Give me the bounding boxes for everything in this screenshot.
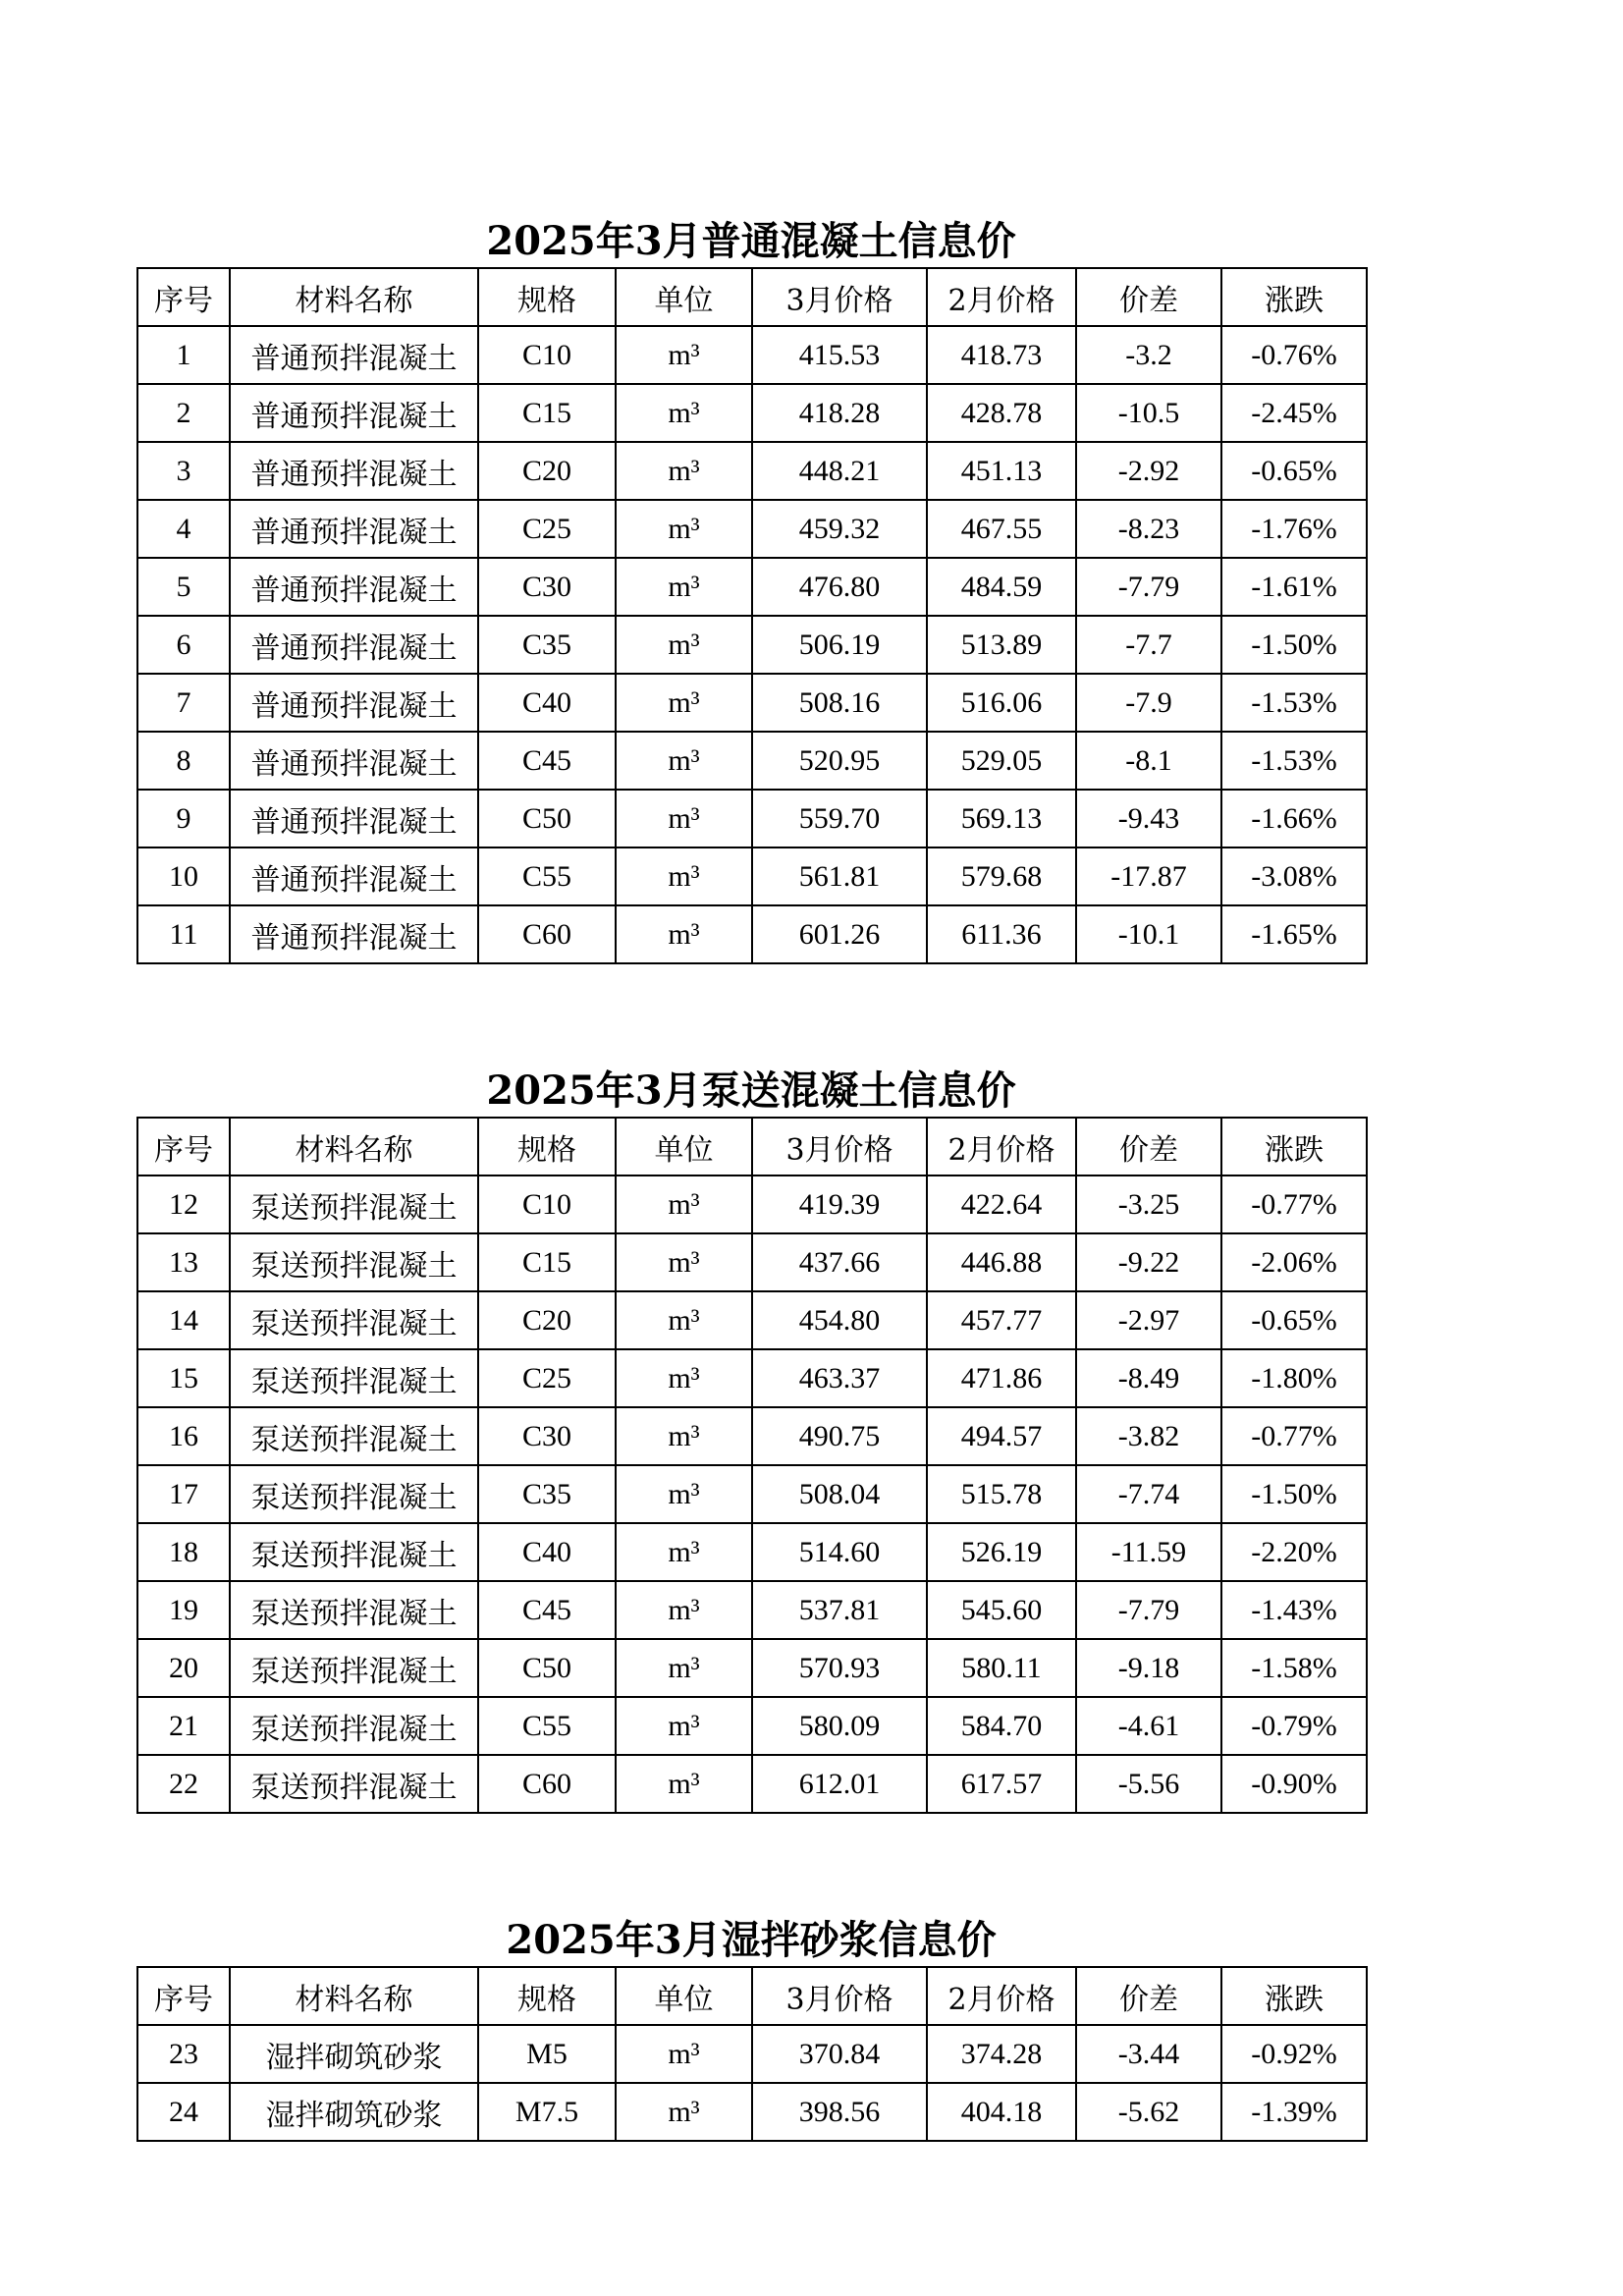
table-row xyxy=(137,1407,1367,1465)
price-diff-cell: -7.7 xyxy=(1076,616,1221,674)
spec-cell: C40 xyxy=(478,674,616,732)
table-row xyxy=(137,674,1367,732)
spec-cell: C60 xyxy=(478,905,616,963)
feb-price-cell: 484.59 xyxy=(927,558,1076,616)
spec-cell: C60 xyxy=(478,1755,616,1813)
material-name-cell: 泵送预拌混凝土 xyxy=(230,1581,478,1639)
row-number-cell: 13 xyxy=(137,1233,230,1291)
change-percent-cell: -1.53% xyxy=(1221,732,1367,790)
material-name-cell: 普通预拌混凝土 xyxy=(230,384,478,442)
price-diff-cell: -3.44 xyxy=(1076,2025,1221,2083)
march-price-cell: 508.04 xyxy=(752,1465,927,1523)
row-number-cell: 10 xyxy=(137,847,230,905)
unit-cell: m³ xyxy=(616,2025,752,2083)
table-row xyxy=(137,616,1367,674)
unit-cell: m³ xyxy=(616,1349,752,1407)
column-header-march-price: 3月价格 xyxy=(752,268,927,326)
change-percent-cell: -1.50% xyxy=(1221,616,1367,674)
table-row xyxy=(137,2025,1367,2083)
spec-cell: C15 xyxy=(478,384,616,442)
march-price-cell: 415.53 xyxy=(752,326,927,384)
unit-cell: m³ xyxy=(616,732,752,790)
price-diff-cell: -7.9 xyxy=(1076,674,1221,732)
change-percent-cell: -1.66% xyxy=(1221,790,1367,847)
table-body xyxy=(137,326,1367,963)
change-percent-cell: -0.77% xyxy=(1221,1175,1367,1233)
table-row xyxy=(137,1349,1367,1407)
price-table xyxy=(136,1117,1368,1814)
change-percent-cell: -1.65% xyxy=(1221,905,1367,963)
material-name-cell: 普通预拌混凝土 xyxy=(230,500,478,558)
feb-price-cell: 515.78 xyxy=(927,1465,1076,1523)
change-percent-cell: -1.50% xyxy=(1221,1465,1367,1523)
unit-cell: m³ xyxy=(616,905,752,963)
feb-price-cell: 611.36 xyxy=(927,905,1076,963)
feb-price-cell: 579.68 xyxy=(927,847,1076,905)
price-diff-cell: -2.97 xyxy=(1076,1291,1221,1349)
change-percent-cell: -0.92% xyxy=(1221,2025,1367,2083)
unit-cell: m³ xyxy=(616,1697,752,1755)
column-header-price-diff: 价差 xyxy=(1076,1118,1221,1175)
column-header-change-percent: 涨跌 xyxy=(1221,268,1367,326)
ordinary-concrete-section xyxy=(136,216,1366,964)
spec-cell: C30 xyxy=(478,1407,616,1465)
spec-cell: C30 xyxy=(478,558,616,616)
column-header-row-number: 序号 xyxy=(137,268,230,326)
march-price-cell: 459.32 xyxy=(752,500,927,558)
feb-price-cell: 580.11 xyxy=(927,1639,1076,1697)
material-name-cell: 泵送预拌混凝土 xyxy=(230,1291,478,1349)
unit-cell: m³ xyxy=(616,384,752,442)
material-name-cell: 泵送预拌混凝土 xyxy=(230,1697,478,1755)
feb-price-cell: 526.19 xyxy=(927,1523,1076,1581)
feb-price-cell: 617.57 xyxy=(927,1755,1076,1813)
table-row xyxy=(137,2083,1367,2141)
row-number-cell: 2 xyxy=(137,384,230,442)
feb-price-cell: 467.55 xyxy=(927,500,1076,558)
column-header-row-number: 序号 xyxy=(137,1118,230,1175)
column-header-price-diff: 价差 xyxy=(1076,268,1221,326)
material-name-cell: 泵送预拌混凝土 xyxy=(230,1349,478,1407)
table-row xyxy=(137,1697,1367,1755)
feb-price-cell: 451.13 xyxy=(927,442,1076,500)
march-price-cell: 370.84 xyxy=(752,2025,927,2083)
unit-cell: m³ xyxy=(616,1523,752,1581)
march-price-cell: 570.93 xyxy=(752,1639,927,1697)
column-header-unit: 单位 xyxy=(616,268,752,326)
column-header-unit: 单位 xyxy=(616,1967,752,2025)
unit-cell: m³ xyxy=(616,847,752,905)
unit-cell: m³ xyxy=(616,674,752,732)
feb-price-cell: 471.86 xyxy=(927,1349,1076,1407)
row-number-cell: 9 xyxy=(137,790,230,847)
spec-cell: C55 xyxy=(478,847,616,905)
table-row xyxy=(137,732,1367,790)
march-price-cell: 419.39 xyxy=(752,1175,927,1233)
unit-cell: m³ xyxy=(616,1233,752,1291)
price-diff-cell: -7.79 xyxy=(1076,1581,1221,1639)
price-diff-cell: -9.18 xyxy=(1076,1639,1221,1697)
price-table xyxy=(136,267,1368,964)
price-diff-cell: -17.87 xyxy=(1076,847,1221,905)
feb-price-cell: 516.06 xyxy=(927,674,1076,732)
price-diff-cell: -11.59 xyxy=(1076,1523,1221,1581)
spec-cell: C10 xyxy=(478,1175,616,1233)
price-diff-cell: -3.25 xyxy=(1076,1175,1221,1233)
change-percent-cell: -0.79% xyxy=(1221,1697,1367,1755)
column-header-price-diff: 价差 xyxy=(1076,1967,1221,2025)
unit-cell: m³ xyxy=(616,1407,752,1465)
price-diff-cell: -8.23 xyxy=(1076,500,1221,558)
row-number-cell: 23 xyxy=(137,2025,230,2083)
feb-price-cell: 446.88 xyxy=(927,1233,1076,1291)
change-percent-cell: -0.77% xyxy=(1221,1407,1367,1465)
table-row xyxy=(137,1755,1367,1813)
material-name-cell: 泵送预拌混凝土 xyxy=(230,1407,478,1465)
table-header xyxy=(137,268,1367,326)
price-diff-cell: -5.62 xyxy=(1076,2083,1221,2141)
unit-cell: m³ xyxy=(616,1755,752,1813)
march-price-cell: 398.56 xyxy=(752,2083,927,2141)
unit-cell: m³ xyxy=(616,442,752,500)
spec-cell: C25 xyxy=(478,1349,616,1407)
unit-cell: m³ xyxy=(616,1465,752,1523)
price-diff-cell: -5.56 xyxy=(1076,1755,1221,1813)
march-price-cell: 561.81 xyxy=(752,847,927,905)
row-number-cell: 12 xyxy=(137,1175,230,1233)
section-title: 2025年3月泵送混凝土信息价 xyxy=(486,1067,1016,1114)
table-body xyxy=(137,1175,1367,1813)
price-diff-cell: -3.2 xyxy=(1076,326,1221,384)
unit-cell: m³ xyxy=(616,2083,752,2141)
row-number-cell: 7 xyxy=(137,674,230,732)
row-number-cell: 14 xyxy=(137,1291,230,1349)
feb-price-cell: 584.70 xyxy=(927,1697,1076,1755)
table-row xyxy=(137,1581,1367,1639)
march-price-cell: 437.66 xyxy=(752,1233,927,1291)
feb-price-cell: 418.73 xyxy=(927,326,1076,384)
change-percent-cell: -0.90% xyxy=(1221,1755,1367,1813)
change-percent-cell: -1.58% xyxy=(1221,1639,1367,1697)
unit-cell: m³ xyxy=(616,1175,752,1233)
feb-price-cell: 529.05 xyxy=(927,732,1076,790)
unit-cell: m³ xyxy=(616,790,752,847)
price-diff-cell: -3.82 xyxy=(1076,1407,1221,1465)
row-number-cell: 15 xyxy=(137,1349,230,1407)
column-header-material-name: 材料名称 xyxy=(230,1118,478,1175)
change-percent-cell: -2.20% xyxy=(1221,1523,1367,1581)
spec-cell: C35 xyxy=(478,1465,616,1523)
change-percent-cell: -0.65% xyxy=(1221,442,1367,500)
section-title: 2025年3月湿拌砂浆信息价 xyxy=(506,1917,997,1963)
section-title: 2025年3月普通混凝土信息价 xyxy=(486,218,1016,264)
spec-cell: C55 xyxy=(478,1697,616,1755)
table-row xyxy=(137,500,1367,558)
row-number-cell: 22 xyxy=(137,1755,230,1813)
material-name-cell: 普通预拌混凝土 xyxy=(230,326,478,384)
price-diff-cell: -8.49 xyxy=(1076,1349,1221,1407)
change-percent-cell: -0.65% xyxy=(1221,1291,1367,1349)
spec-cell: C10 xyxy=(478,326,616,384)
material-name-cell: 泵送预拌混凝土 xyxy=(230,1175,478,1233)
unit-cell: m³ xyxy=(616,326,752,384)
row-number-cell: 5 xyxy=(137,558,230,616)
row-number-cell: 21 xyxy=(137,1697,230,1755)
change-percent-cell: -1.76% xyxy=(1221,500,1367,558)
unit-cell: m³ xyxy=(616,1291,752,1349)
feb-price-cell: 545.60 xyxy=(927,1581,1076,1639)
spec-cell: M5 xyxy=(478,2025,616,2083)
material-name-cell: 普通预拌混凝土 xyxy=(230,905,478,963)
material-name-cell: 普通预拌混凝土 xyxy=(230,790,478,847)
column-header-spec: 规格 xyxy=(478,268,616,326)
table-row xyxy=(137,1233,1367,1291)
column-header-march-price: 3月价格 xyxy=(752,1118,927,1175)
price-diff-cell: -10.1 xyxy=(1076,905,1221,963)
header-row xyxy=(137,268,1367,326)
spec-cell: C25 xyxy=(478,500,616,558)
unit-cell: m³ xyxy=(616,616,752,674)
column-header-material-name: 材料名称 xyxy=(230,1967,478,2025)
column-header-feb-price: 2月价格 xyxy=(927,1118,1076,1175)
price-diff-cell: -9.22 xyxy=(1076,1233,1221,1291)
column-header-unit: 单位 xyxy=(616,1118,752,1175)
spec-cell: C40 xyxy=(478,1523,616,1581)
column-header-row-number: 序号 xyxy=(137,1967,230,2025)
row-number-cell: 3 xyxy=(137,442,230,500)
price-diff-cell: -7.79 xyxy=(1076,558,1221,616)
table-header xyxy=(137,1118,1367,1175)
column-header-spec: 规格 xyxy=(478,1967,616,2025)
spec-cell: C50 xyxy=(478,790,616,847)
march-price-cell: 506.19 xyxy=(752,616,927,674)
spec-cell: C45 xyxy=(478,1581,616,1639)
row-number-cell: 6 xyxy=(137,616,230,674)
march-price-cell: 454.80 xyxy=(752,1291,927,1349)
change-percent-cell: -3.08% xyxy=(1221,847,1367,905)
material-name-cell: 普通预拌混凝土 xyxy=(230,558,478,616)
material-name-cell: 泵送预拌混凝土 xyxy=(230,1465,478,1523)
row-number-cell: 19 xyxy=(137,1581,230,1639)
price-diff-cell: -9.43 xyxy=(1076,790,1221,847)
table-row xyxy=(137,384,1367,442)
price-diff-cell: -2.92 xyxy=(1076,442,1221,500)
row-number-cell: 8 xyxy=(137,732,230,790)
spec-cell: C35 xyxy=(478,616,616,674)
march-price-cell: 463.37 xyxy=(752,1349,927,1407)
column-header-march-price: 3月价格 xyxy=(752,1967,927,2025)
material-name-cell: 湿拌砌筑砂浆 xyxy=(230,2025,478,2083)
unit-cell: m³ xyxy=(616,558,752,616)
spec-cell: C45 xyxy=(478,732,616,790)
march-price-cell: 537.81 xyxy=(752,1581,927,1639)
column-header-change-percent: 涨跌 xyxy=(1221,1967,1367,2025)
spec-cell: C50 xyxy=(478,1639,616,1697)
change-percent-cell: -1.53% xyxy=(1221,674,1367,732)
header-row xyxy=(137,1118,1367,1175)
spec-cell: M7.5 xyxy=(478,2083,616,2141)
feb-price-cell: 513.89 xyxy=(927,616,1076,674)
march-price-cell: 490.75 xyxy=(752,1407,927,1465)
row-number-cell: 24 xyxy=(137,2083,230,2141)
row-number-cell: 20 xyxy=(137,1639,230,1697)
march-price-cell: 520.95 xyxy=(752,732,927,790)
material-name-cell: 普通预拌混凝土 xyxy=(230,732,478,790)
feb-price-cell: 457.77 xyxy=(927,1291,1076,1349)
change-percent-cell: -2.45% xyxy=(1221,384,1367,442)
material-name-cell: 泵送预拌混凝土 xyxy=(230,1755,478,1813)
march-price-cell: 418.28 xyxy=(752,384,927,442)
row-number-cell: 16 xyxy=(137,1407,230,1465)
feb-price-cell: 428.78 xyxy=(927,384,1076,442)
spec-cell: C20 xyxy=(478,1291,616,1349)
spec-cell: C20 xyxy=(478,442,616,500)
unit-cell: m³ xyxy=(616,1639,752,1697)
table-row xyxy=(137,790,1367,847)
material-name-cell: 普通预拌混凝土 xyxy=(230,442,478,500)
column-header-material-name: 材料名称 xyxy=(230,268,478,326)
material-name-cell: 泵送预拌混凝土 xyxy=(230,1639,478,1697)
change-percent-cell: -1.39% xyxy=(1221,2083,1367,2141)
pumped-concrete-section xyxy=(136,1066,1366,1814)
material-name-cell: 普通预拌混凝土 xyxy=(230,674,478,732)
material-name-cell: 湿拌砌筑砂浆 xyxy=(230,2083,478,2141)
table-row xyxy=(137,1639,1367,1697)
column-header-feb-price: 2月价格 xyxy=(927,268,1076,326)
table-row xyxy=(137,1465,1367,1523)
header-row xyxy=(137,1967,1367,2025)
price-diff-cell: -8.1 xyxy=(1076,732,1221,790)
table-row xyxy=(137,847,1367,905)
table-body xyxy=(137,2025,1367,2141)
material-name-cell: 普通预拌混凝土 xyxy=(230,847,478,905)
table-row xyxy=(137,1291,1367,1349)
column-header-feb-price: 2月价格 xyxy=(927,1967,1076,2025)
table-row xyxy=(137,1175,1367,1233)
row-number-cell: 17 xyxy=(137,1465,230,1523)
price-diff-cell: -10.5 xyxy=(1076,384,1221,442)
row-number-cell: 1 xyxy=(137,326,230,384)
march-price-cell: 514.60 xyxy=(752,1523,927,1581)
row-number-cell: 4 xyxy=(137,500,230,558)
change-percent-cell: -1.43% xyxy=(1221,1581,1367,1639)
price-table xyxy=(136,1966,1368,2142)
price-diff-cell: -4.61 xyxy=(1076,1697,1221,1755)
march-price-cell: 612.01 xyxy=(752,1755,927,1813)
march-price-cell: 601.26 xyxy=(752,905,927,963)
table-row xyxy=(137,1523,1367,1581)
material-name-cell: 普通预拌混凝土 xyxy=(230,616,478,674)
material-name-cell: 泵送预拌混凝土 xyxy=(230,1233,478,1291)
change-percent-cell: -2.06% xyxy=(1221,1233,1367,1291)
feb-price-cell: 374.28 xyxy=(927,2025,1076,2083)
march-price-cell: 476.80 xyxy=(752,558,927,616)
column-header-spec: 规格 xyxy=(478,1118,616,1175)
feb-price-cell: 422.64 xyxy=(927,1175,1076,1233)
unit-cell: m³ xyxy=(616,500,752,558)
march-price-cell: 559.70 xyxy=(752,790,927,847)
table-row xyxy=(137,326,1367,384)
march-price-cell: 580.09 xyxy=(752,1697,927,1755)
table-header xyxy=(137,1967,1367,2025)
feb-price-cell: 569.13 xyxy=(927,790,1076,847)
change-percent-cell: -1.80% xyxy=(1221,1349,1367,1407)
spec-cell: C15 xyxy=(478,1233,616,1291)
march-price-cell: 508.16 xyxy=(752,674,927,732)
material-name-cell: 泵送预拌混凝土 xyxy=(230,1523,478,1581)
table-row xyxy=(137,442,1367,500)
march-price-cell: 448.21 xyxy=(752,442,927,500)
unit-cell: m³ xyxy=(616,1581,752,1639)
price-diff-cell: -7.74 xyxy=(1076,1465,1221,1523)
change-percent-cell: -0.76% xyxy=(1221,326,1367,384)
row-number-cell: 11 xyxy=(137,905,230,963)
feb-price-cell: 494.57 xyxy=(927,1407,1076,1465)
wet-mortar-section xyxy=(136,1915,1366,2142)
change-percent-cell: -1.61% xyxy=(1221,558,1367,616)
table-row xyxy=(137,905,1367,963)
table-row xyxy=(137,558,1367,616)
column-header-change-percent: 涨跌 xyxy=(1221,1118,1367,1175)
row-number-cell: 18 xyxy=(137,1523,230,1581)
feb-price-cell: 404.18 xyxy=(927,2083,1076,2141)
